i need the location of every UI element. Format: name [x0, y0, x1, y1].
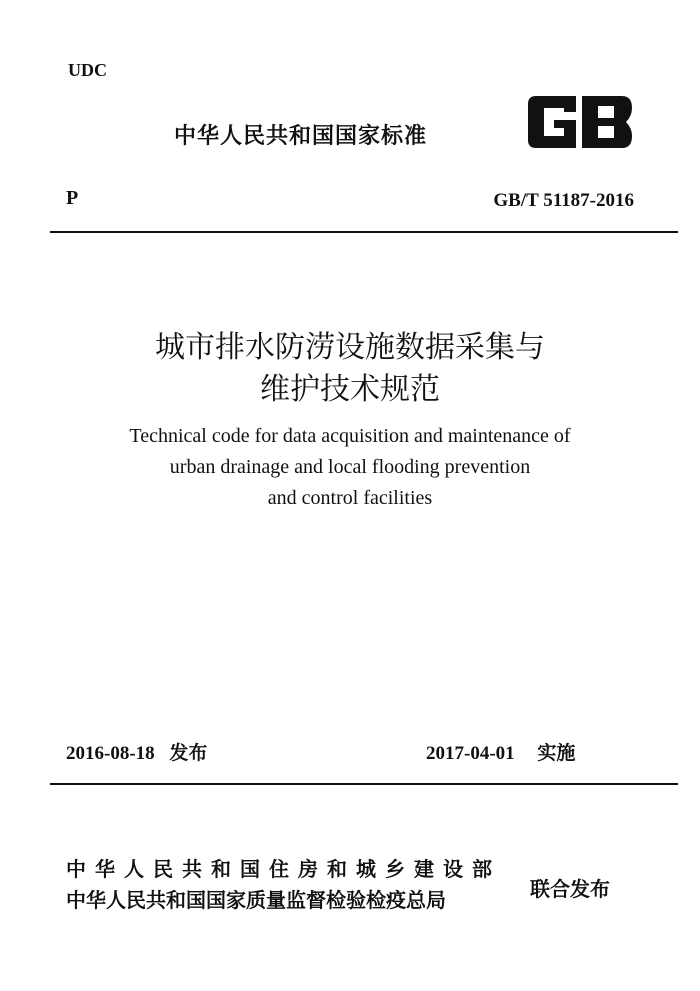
title-zh-line1: 城市排水防涝设施数据采集与 — [155, 331, 545, 364]
issue-date-value: 2016-08-18 — [66, 743, 155, 764]
bottom-divider — [50, 783, 678, 785]
standard-type: 中华人民共和国国家标准 — [174, 124, 428, 149]
effective-date — [426, 738, 575, 765]
title-en-line3: and control facilities — [267, 487, 433, 509]
issuer-org2: 中华人民共和国国家质量监督检验检疫总局 — [66, 888, 446, 912]
effective-date-value: 2017-04-01 — [426, 743, 515, 764]
title-en-line2: urban drainage and local flooding prevention — [169, 456, 531, 478]
joint-issue-label: 联合发布 — [530, 877, 610, 901]
classification: P — [66, 187, 79, 209]
title-en-line1: Technical code for data acquisition and maintenance of — [129, 425, 571, 447]
top-divider — [50, 231, 678, 233]
standard-code: GB/T 51187-2016 — [493, 190, 634, 211]
udc-label: UDC — [68, 60, 107, 80]
issue-date — [66, 738, 207, 765]
gb-logo — [524, 92, 636, 152]
effective-label: 实施 — [537, 742, 576, 764]
issue-label: 发布 — [169, 742, 208, 764]
issuer-org1: 中华人民共和国住房和城乡建设部 — [66, 857, 501, 881]
title-zh-line2: 维护技术规范 — [260, 373, 440, 406]
